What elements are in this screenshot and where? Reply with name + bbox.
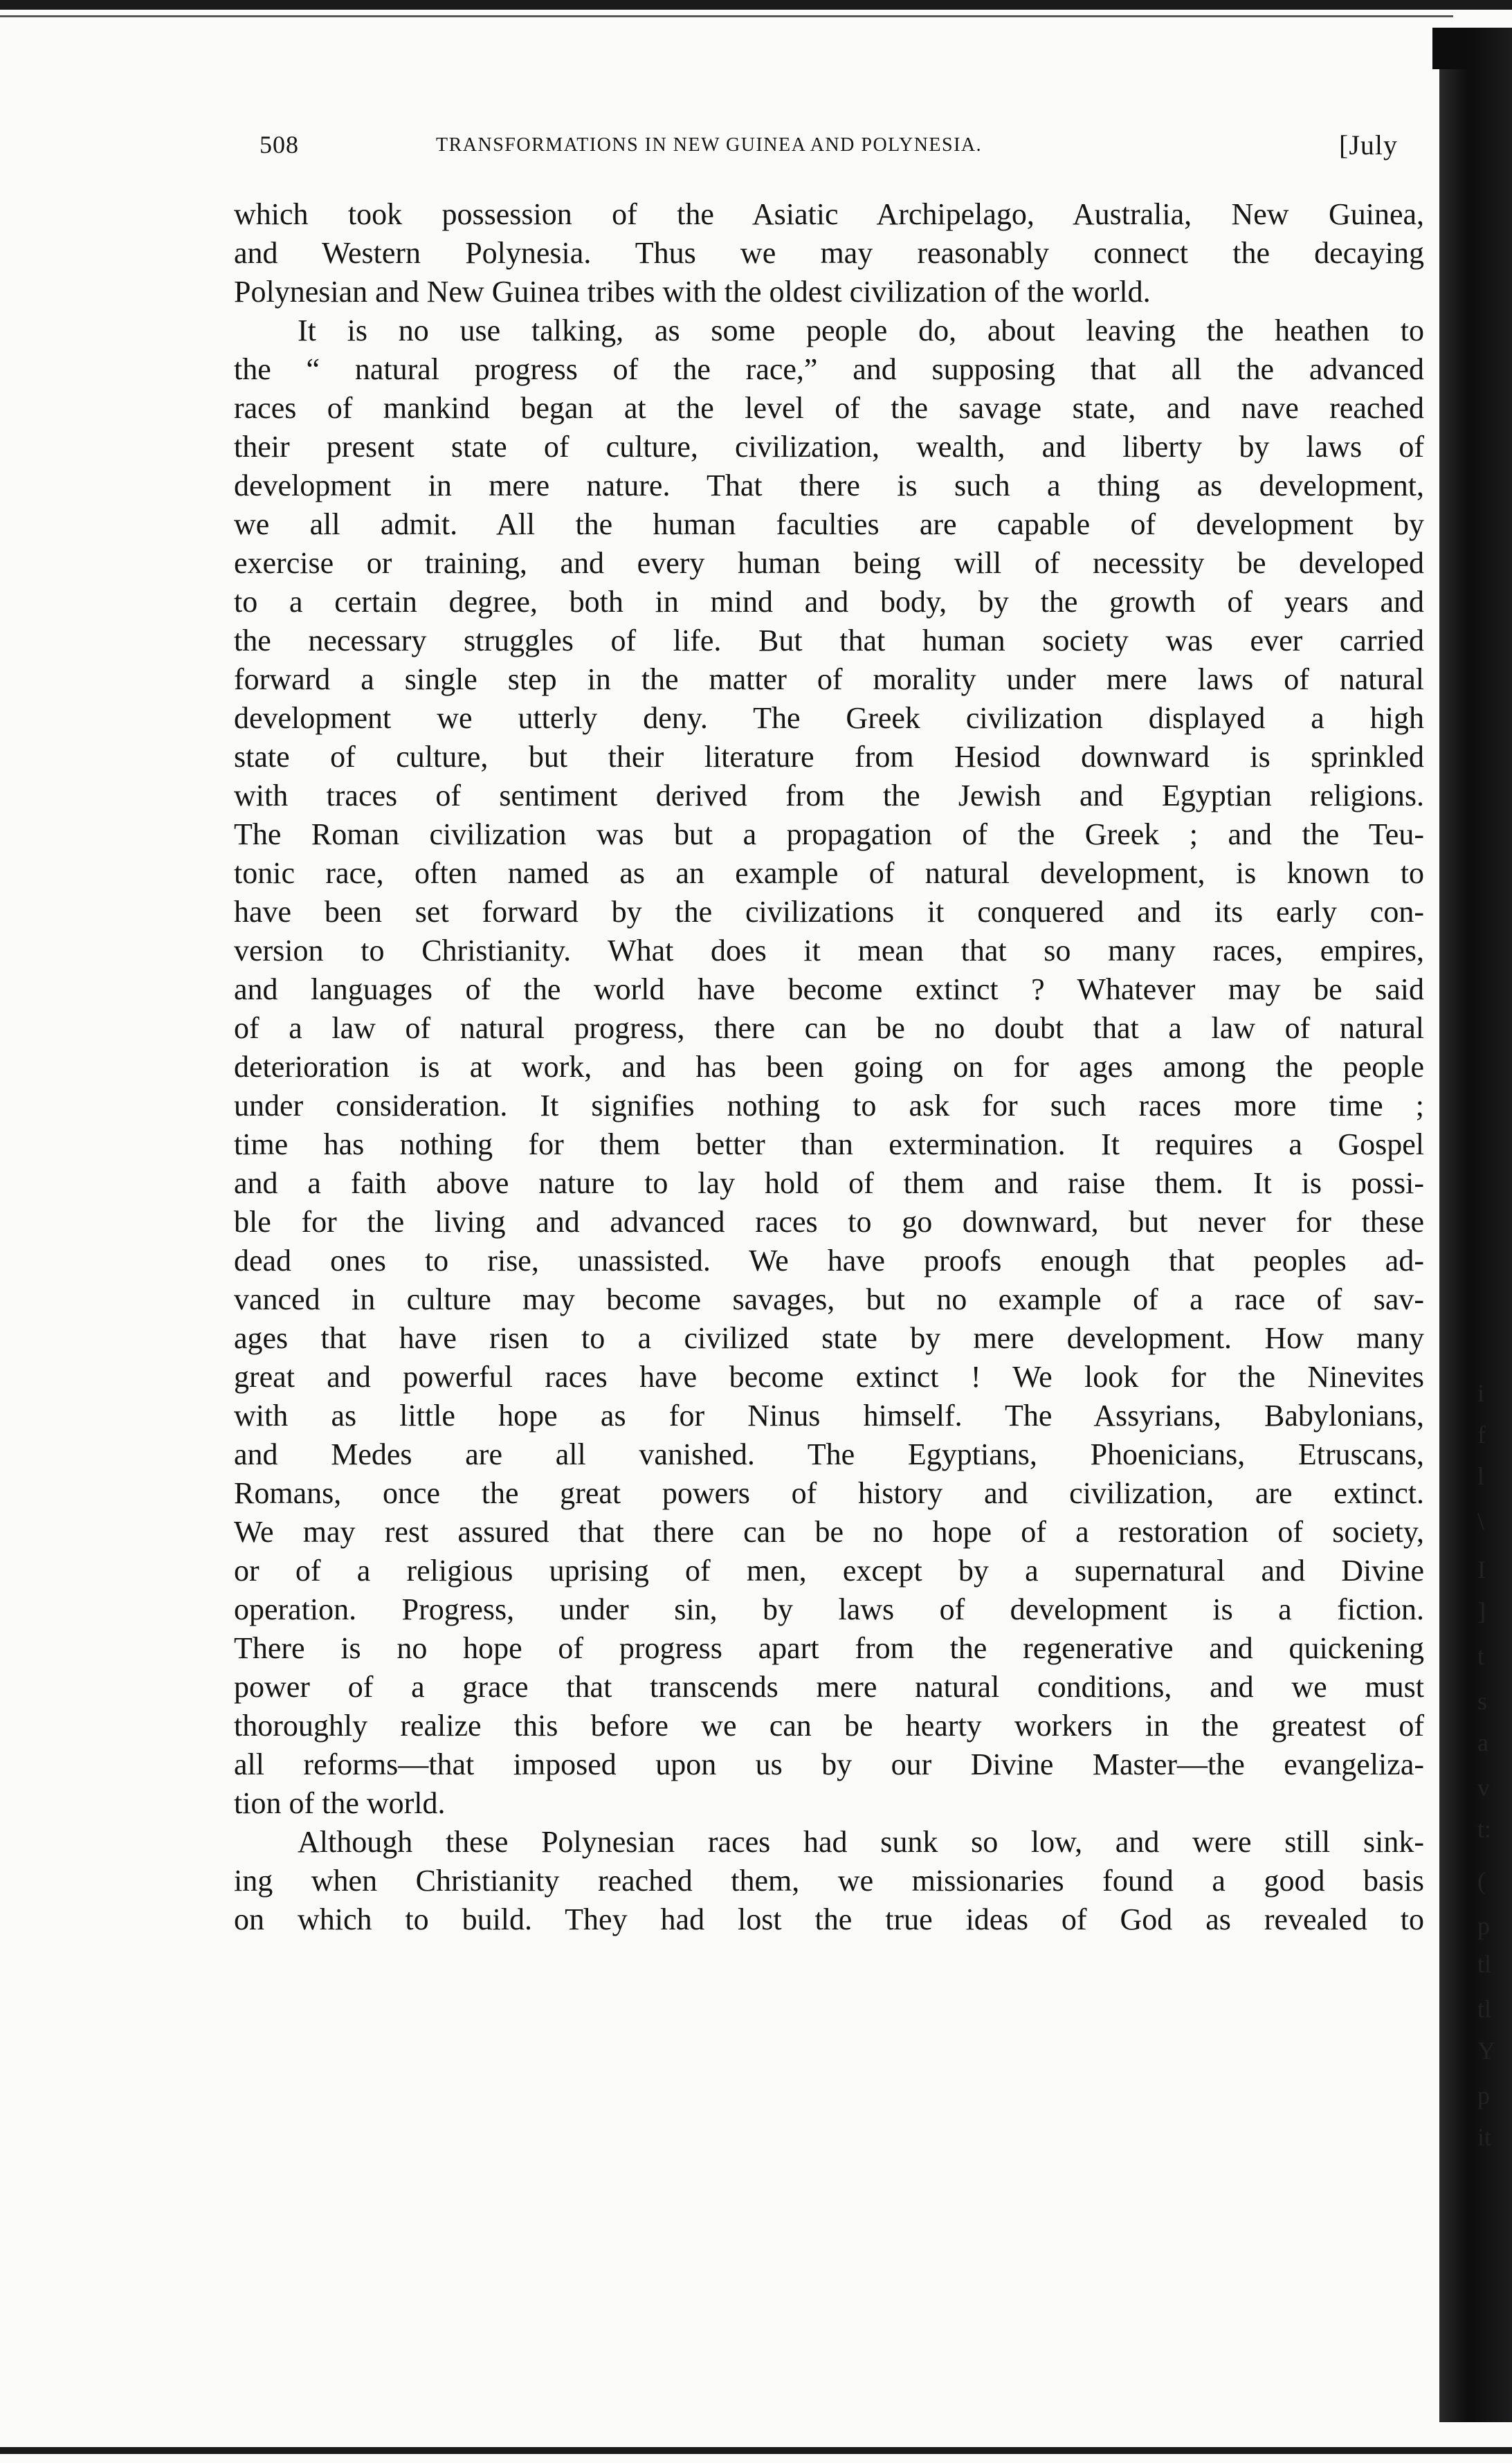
text-line: and Medes are all vanished. The Egyptians, Phoenicians, Etruscans, <box>234 1437 1424 1471</box>
text-line: The Roman civilization was but a propagation of the Greek ; and the Teu- <box>234 817 1424 851</box>
binding-notch <box>1432 28 1467 69</box>
margin-bleed-char: \ <box>1477 1507 1485 1535</box>
text-line: which took possession of the Asiatic Archipelago, Australia, New Guinea, <box>234 197 1424 231</box>
text-line: and Western Polynesia. Thus we may reasonably connect the decaying <box>234 236 1424 270</box>
text-line: ing when Christianity reached them, we missionaries found a good basis <box>234 1864 1424 1898</box>
margin-bleed-char: I <box>1477 1556 1486 1583</box>
running-head: TRANSFORMATIONS IN NEW GUINEA AND POLYNESIA. <box>436 134 983 156</box>
margin-bleed-char: tl <box>1477 1950 1492 1978</box>
text-line: Polynesian and New Guinea tribes with the oldest civilization of the world. <box>234 275 1151 309</box>
margin-bleed-char: f <box>1477 1421 1486 1448</box>
margin-bleed-char: v <box>1477 1774 1490 1801</box>
text-line: deterioration is at work, and has been going on for ages among the people <box>234 1050 1424 1084</box>
top-scan-rule <box>0 0 1512 10</box>
text-line: of a law of natural progress, there can be no doubt that a law of natural <box>234 1011 1424 1045</box>
margin-bleed-char: l <box>1477 1462 1485 1490</box>
text-line: forward a single step in the matter of morality under mere laws of natural <box>234 662 1424 696</box>
text-line: their present state of culture, civilization, wealth, and liberty by laws of <box>234 430 1424 464</box>
text-line: all reforms—that imposed upon us by our Divine Master—the evangeliza- <box>234 1747 1424 1781</box>
text-line: time has nothing for them better than extermination. It requires a Gospel <box>234 1127 1424 1161</box>
binding-edge <box>1439 28 1512 2422</box>
text-line: great and powerful races have become extinct ! We look for the Ninevites <box>234 1360 1424 1394</box>
text-line: We may rest assured that there can be no hope of a restoration of society, <box>234 1515 1424 1549</box>
text-line: It is no use talking, as some people do, about leaving the heathen to <box>298 313 1424 347</box>
margin-bleed-char: t <box>1477 1642 1485 1670</box>
text-line: the necessary struggles of life. But that human society was ever carried <box>234 624 1424 657</box>
text-line: vanced in culture may become savages, but no example of a race of sav- <box>234 1282 1424 1316</box>
text-line: development in mere nature. That there is such a thing as development, <box>234 469 1424 502</box>
text-line: state of culture, but their literature from Hesiod downward is sprinkled <box>234 740 1424 774</box>
text-line: Romans, once the great powers of history and civilization, are extinct. <box>234 1476 1424 1510</box>
page-header <box>259 125 1398 166</box>
text-line: or of a religious uprising of men, except by a supernatural and Divine <box>234 1554 1424 1588</box>
text-line: with traces of sentiment derived from the Jewish and Egyptian religions. <box>234 779 1424 812</box>
text-line: tion of the world. <box>234 1786 446 1820</box>
text-line: under consideration. It signifies nothing to ask for such races more time ; <box>234 1089 1424 1123</box>
text-line: development we utterly deny. The Greek civilization displayed a high <box>234 701 1424 735</box>
text-line: have been set forward by the civilizations it conquered and its early con- <box>234 895 1424 929</box>
margin-bleed-char: s <box>1477 1687 1488 1715</box>
margin-bleed-char: Y <box>1477 2037 1495 2064</box>
margin-bleed-char: ] <box>1477 1597 1486 1625</box>
text-line: races of mankind began at the level of the savage state, and nave reached <box>234 391 1424 425</box>
margin-bleed-char: it <box>1477 2123 1492 2151</box>
text-line: There is no hope of progress apart from the regenerative and quickening <box>234 1631 1424 1665</box>
bottom-scan-rule <box>0 2447 1512 2454</box>
text-line: dead ones to rise, unassisted. We have proofs enough that peoples ad- <box>234 1244 1424 1278</box>
margin-bleed-char: ( <box>1477 1867 1486 1895</box>
text-line: exercise or training, and every human being will of necessity be developed <box>234 546 1424 580</box>
text-line: ble for the living and advanced races to go downward, but never for these <box>234 1205 1424 1239</box>
text-line: tonic race, often named as an example of natural development, is known to <box>234 856 1424 890</box>
text-line: thoroughly realize this before we can be hearty workers in the greatest of <box>234 1709 1424 1743</box>
page-number: 508 <box>259 131 299 158</box>
body-text <box>234 195 1424 1939</box>
text-line: the “ natural progress of the race,” and supposing that all the advanced <box>234 352 1424 386</box>
margin-bleed-char: p <box>1477 2082 1490 2109</box>
text-line: on which to build. They had lost the true ideas of God as revealed to <box>234 1902 1424 1936</box>
text-line: to a certain degree, both in mind and body, by the growth of years and <box>234 585 1424 619</box>
text-line: we all admit. All the human faculties are capable of development by <box>234 507 1424 541</box>
margin-bleed-char: t: <box>1477 1815 1492 1843</box>
text-line: operation. Progress, under sin, by laws of development is a fiction. <box>234 1592 1424 1626</box>
margin-bleed-char: i <box>1477 1379 1485 1407</box>
text-line: version to Christianity. What does it mean that so many races, empires, <box>234 934 1424 967</box>
text-line: power of a grace that transcends mere natural conditions, and we must <box>234 1670 1424 1704</box>
text-line: with as little hope as for Ninus himself. The Assyrians, Babylonians, <box>234 1399 1424 1433</box>
margin-bleed-char: a <box>1477 1729 1488 1756</box>
text-line: Although these Polynesian races had sunk so low, and were still sink- <box>298 1825 1424 1859</box>
text-line: ages that have risen to a civilized state by mere development. How many <box>234 1321 1424 1355</box>
margin-bleed-char: p <box>1477 1912 1490 1940</box>
margin-bleed-char: tl <box>1477 1995 1492 2023</box>
text-line: and a faith above nature to lay hold of them and raise them. It is possi- <box>234 1166 1424 1200</box>
text-line: and languages of the world have become extinct ? Whatever may be said <box>234 972 1424 1006</box>
top-scan-hairline <box>0 15 1453 17</box>
header-month: [July <box>1339 129 1398 161</box>
